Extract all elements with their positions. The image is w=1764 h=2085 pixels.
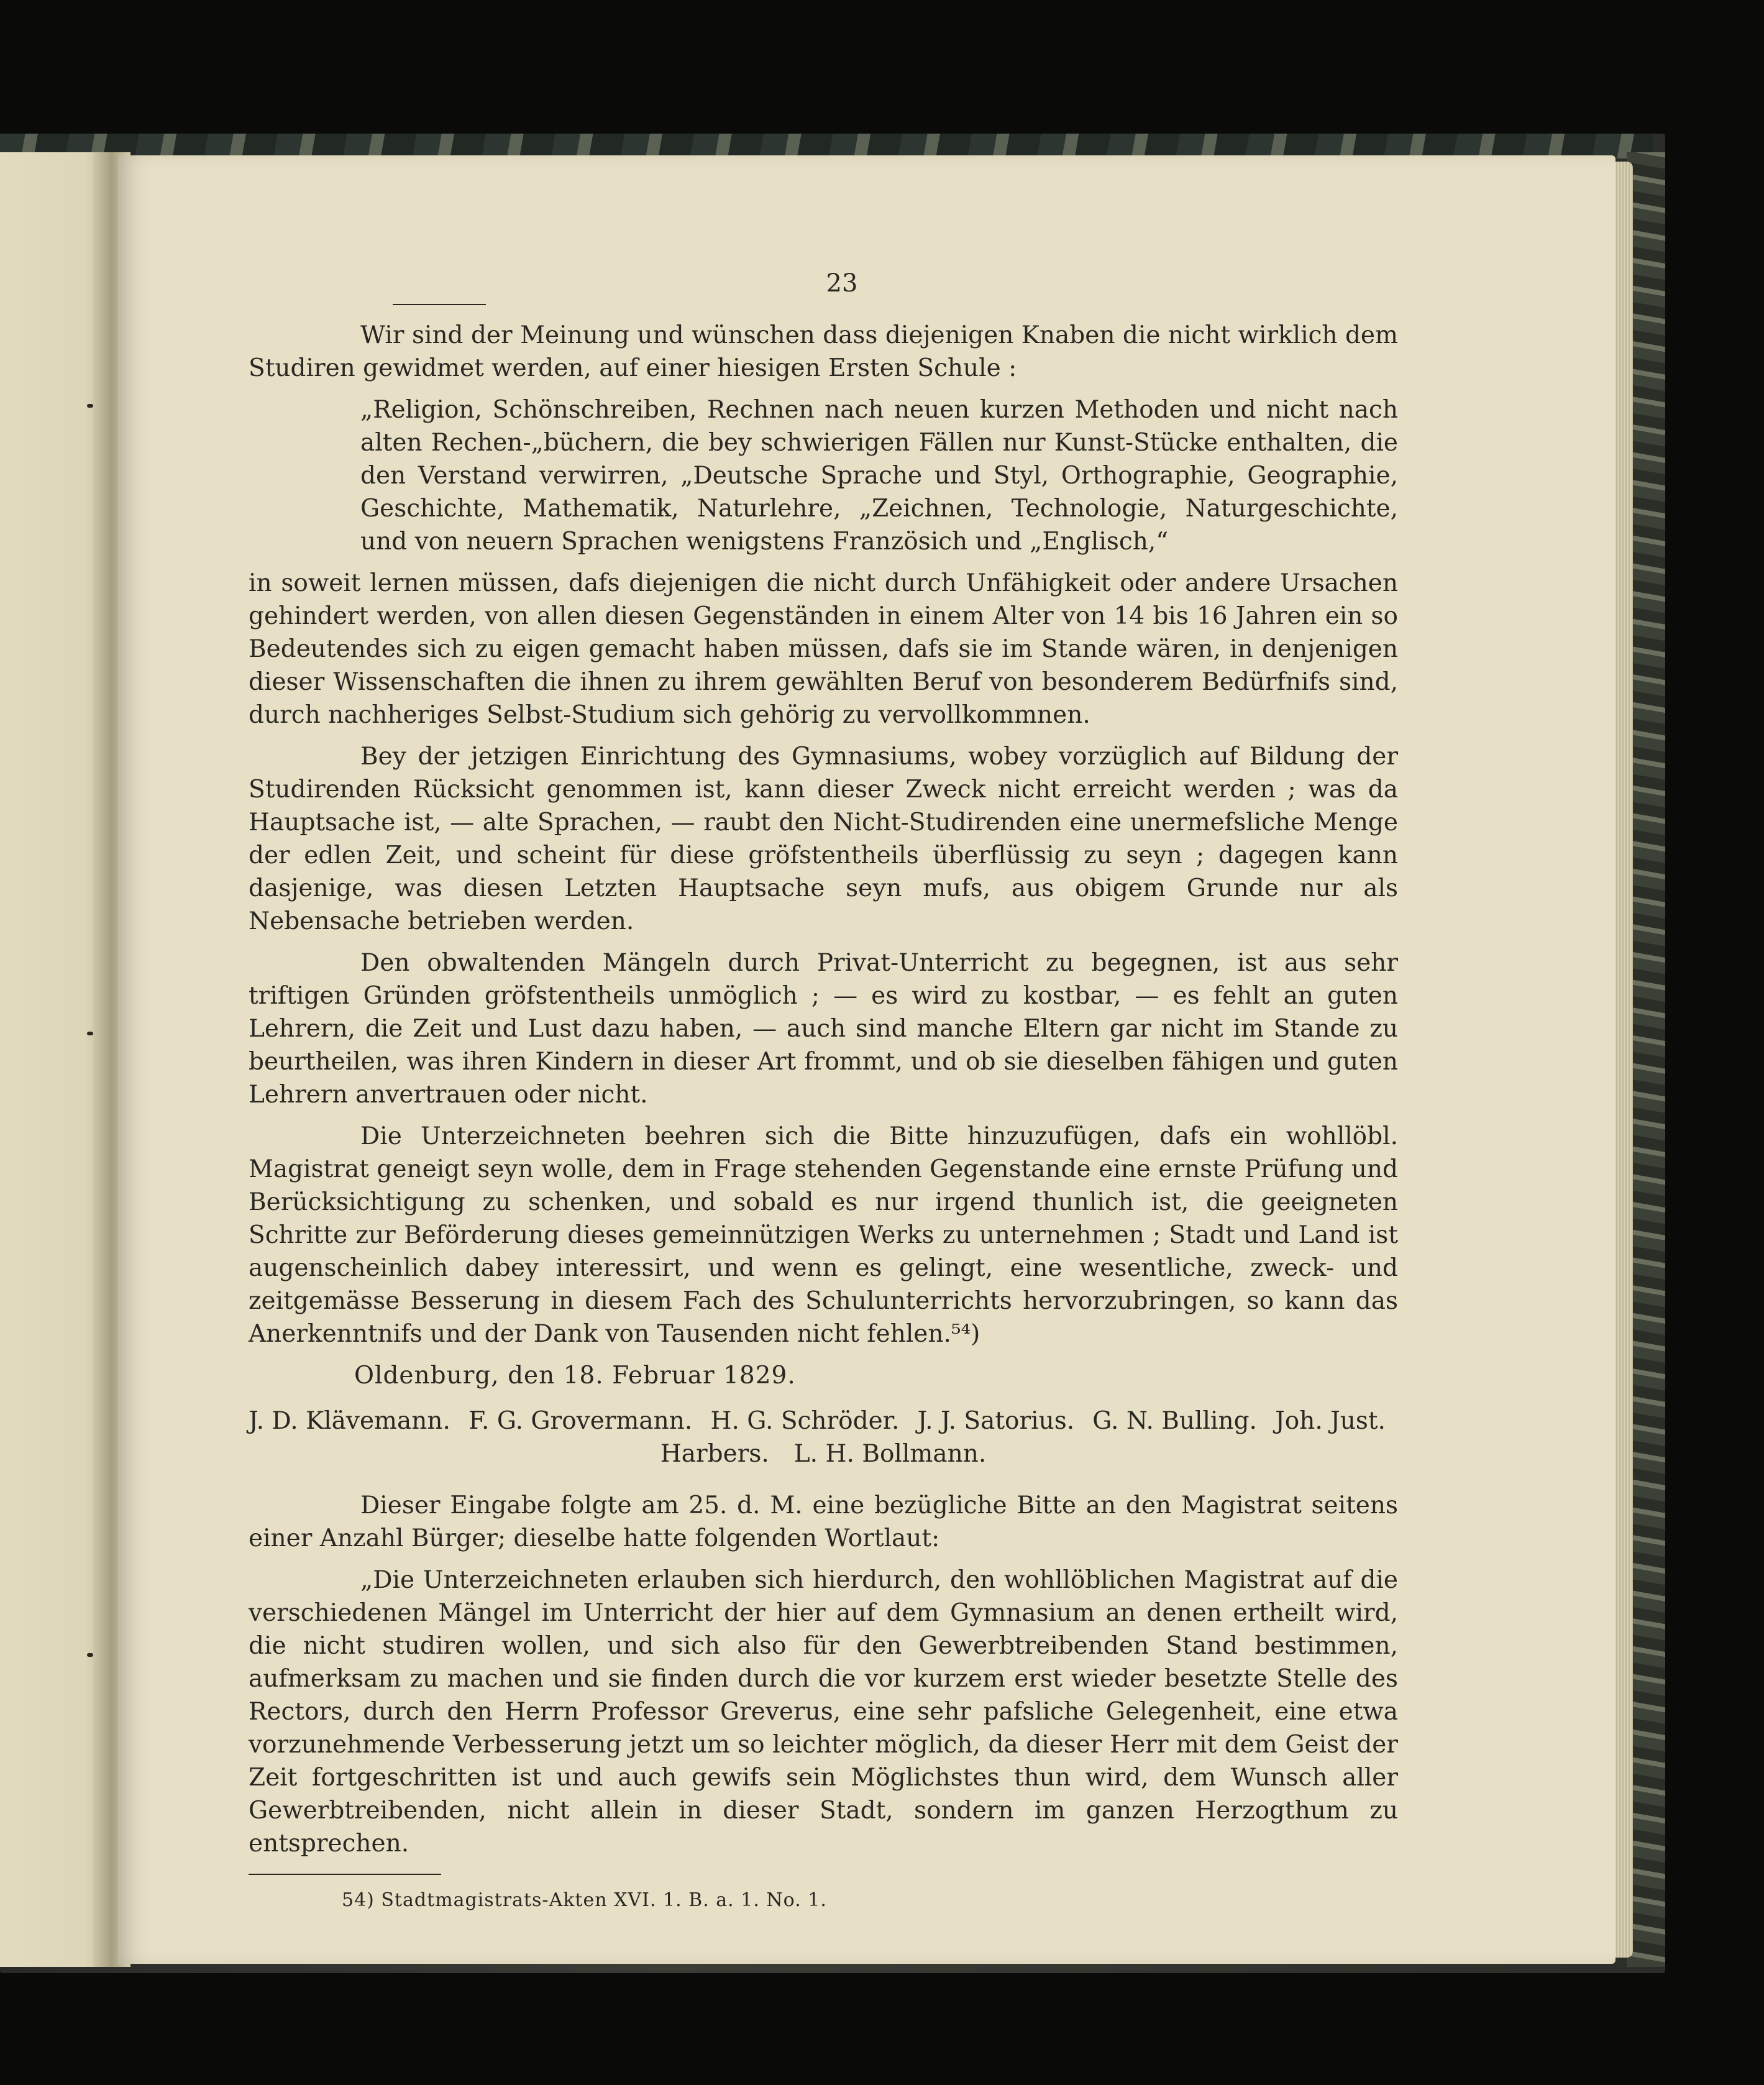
paragraph: Die Unterzeichneten beehren sich die Bitte hinzuzufügen, dafs ein wohllöbl. Magistrat geneigt seyn wolle, dem in Frage stehenden Gegenstande eine ernste Prüfung und Berücksichtigung zu schenken, und sobald es nur irgend thunlich ist, die geeigneten Schritte zur Beförderung dieses gemeinnützigen Werks zu unternehmen ; Stadt und Land ist augenscheinlich dabey interessirt, und wenn es gelingt, eine wesentliche, zweck- und zeitgemässe Besserung in diesem Fach des Schulunterrichts hervorzubringen, so kann das Anerkenntnifs und der Dank von Tausenden nicht fehlen.⁵⁴) (249, 1122, 1398, 1348)
page-number-rule (393, 304, 486, 305)
stitch-mark (87, 1653, 93, 1657)
paragraph: in soweit lernen müssen, dafs diejenigen die nicht durch Unfähigkeit oder andere Ursachen gehindert werden, von allen diesen Gegenständen in einem Alter von 14 bis 16 Jahren ein so Bedeutendes sich zu eigen gemacht haben müssen, dafs sie im Stande wären, in denjenigen dieser Wissenschaften die ihnen zu ihrem gewählten Beruf von besonderem Bedürfnifs sind, durch nachheriges Selbst-Studium sich gehörig zu vervollkommnen. (249, 569, 1398, 729)
signature: J. J. Satorius. (917, 1407, 1075, 1435)
signature: G. N. Bulling. (1092, 1407, 1257, 1435)
signature-line-1 (249, 1405, 1398, 1437)
page-number: 23 (826, 269, 858, 298)
date-line: Oldenburg, den 18. Februar 1829. (354, 1362, 796, 1390)
paragraph: Den obwaltenden Mängeln durch Privat-Unterricht zu begegnen, ist aus sehr triftigen Gründen gröfstentheils unmöglich ; — es wird zu kostbar, — es fehlt an guten Lehrern, die Zeit und Lust dazu haben, — auch sind manche Eltern gar nicht im Stande zu beurtheilen, was ihren Kindern in dieser Art frommt, und ob sie dieselben fähigen und guten Lehrern anvertrauen oder nicht. (249, 949, 1398, 1109)
signature: Harbers. (660, 1440, 769, 1468)
signature: J. D. Klävemann. (249, 1407, 450, 1435)
signature: F. G. Grovermann. (468, 1407, 693, 1435)
stitch-mark (87, 404, 93, 408)
page-content (249, 267, 1398, 1917)
paragraph: „Die Unterzeichneten erlauben sich hierdurch, den wohllöblichen Magistrat auf die verschiedenen Mängel im Unterricht der hier auf dem Gymnasium an denen ertheilt wird, die nicht studiren wollen, und sich also für den Gewerbtreibenden Stand bestimmen, aufmerksam zu machen und sie finden durch die vor kurzem erst wieder besetzte Stelle des Rectors, durch den Herrn Professor Greverus, eine sehr pafsliche Gelegenheit, eine etwa vorzunehmende Verbesserung jetzt um so leichter möglich, da dieser Herr mit dem Geist der Zeit fortgeschritten ist und auch gewifs sein Möglichstes thun wird, dem Wunsch aller Gewerbtreibenden, nicht allein in dieser Stadt, sondern im ganzen Herzogthum zu entsprechen. (249, 1566, 1398, 1858)
footnote-rule (249, 1874, 441, 1875)
signature: H. G. Schröder. (710, 1407, 900, 1435)
signature: Joh. Just. (1275, 1407, 1386, 1435)
cover-binding-band (0, 134, 1653, 158)
paragraph: Dieser Eingabe folgte am 25. d. M. eine bezügliche Bitte an den Magistrat seitens einer Anzahl Bürger; dieselbe hatte folgenden Wortlaut: (249, 1492, 1398, 1552)
signature: L. H. Bollmann. (793, 1440, 987, 1468)
paragraph: Bey der jetzigen Einrichtung des Gymnasiums, wobey vorzüglich auf Bildung der Studirenden Rücksicht genommen ist, kann dieser Zweck nicht erreicht werden ; was da Hauptsache ist, — alte Sprachen, — raubt den Nicht-Studirenden eine unermefsliche Menge der edlen Zeit, und scheint für diese gröfstentheils überflüssig zu seyn ; dagegen kann dasjenige, was diesen Letzten Hauptsache seyn mufs, aus obigem Grunde nur als Nebensache betrieben werden. (249, 743, 1398, 935)
stitch-mark (87, 1032, 93, 1035)
paragraph: Wir sind der Meinung und wünschen dass diejenigen Knaben die nicht wirklich dem Studiren gewidmet werden, auf einer hiesigen Ersten Schule : (249, 321, 1398, 382)
footnote: 54) Stadtmagistrats-Akten XVI. 1. B. a. 1. No. 1. (342, 1889, 827, 1911)
signature-line-2 (249, 1437, 1398, 1470)
left-page-edge (0, 152, 106, 1967)
quoted-list: „Religion, Schönschreiben, Rechnen nach neuen kurzen Methoden und nicht nach alten Rechen-„büchern, die bey schwierigen Fällen nur Kunst-Stücke enthalten, die den Verstand verwirren, „Deutsche Sprache und Styl, Orthographie, Geographie, Geschichte, Mathematik, Naturlehre, „Zeichnen, Technologie, Naturgeschichte, und von neuern Sprachen wenigstens Französich und „Englisch,“ (360, 396, 1398, 556)
